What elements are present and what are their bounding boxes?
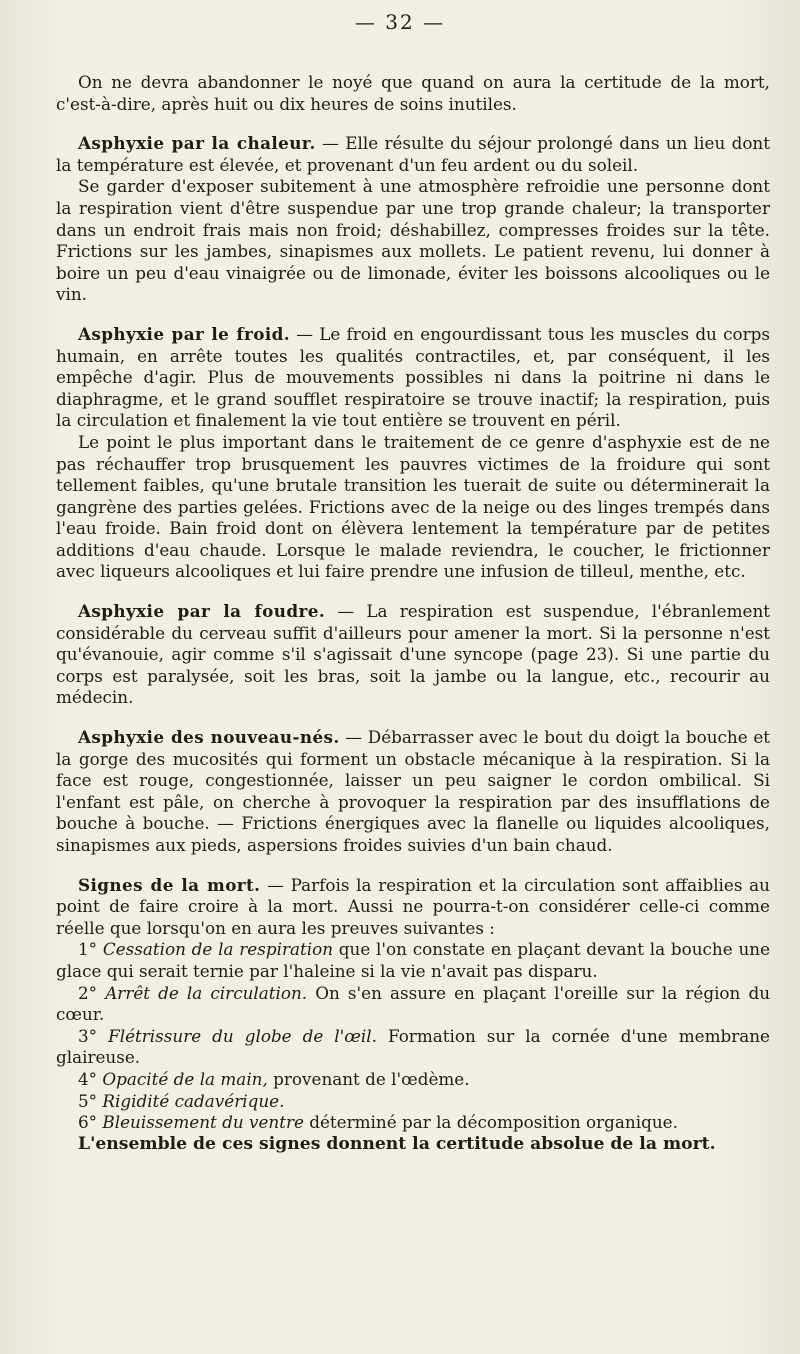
sign-item-6: [56, 1112, 770, 1134]
conclusion-paragraph: L'ensemble de ces signes donnent la certitude absolue de la mort.: [78, 1133, 716, 1154]
sign-number: 4°: [78, 1068, 103, 1089]
sign-item-5: [56, 1091, 770, 1113]
section-signes-mort: [56, 875, 770, 940]
section-nouveau-nes: [56, 727, 770, 857]
heading-asphyxie-foudre: Asphyxie par la foudre.: [78, 601, 326, 622]
sign-title: Opacité de la main,: [102, 1068, 268, 1089]
sign-number: 3°: [78, 1025, 109, 1046]
sign-text: que l'on constate en plaçant devant la bouche une glace qui serait ternie par l'haleine si la vie n'avait pas disparu.: [56, 939, 770, 981]
sign-item-2: [56, 983, 770, 1026]
sign-title: Rigidité cadavérique.: [102, 1090, 285, 1111]
sign-text: Formation sur la cornée d'une membrane glaireuse.: [56, 1025, 770, 1068]
sign-item-3: [56, 1026, 770, 1069]
page-number: — 32 —: [354, 10, 446, 34]
sign-title: Flétrissure du globe de l'œil.: [108, 1025, 377, 1046]
section-foudre: [56, 601, 770, 709]
sign-text: On s'en assure en plaçant l'oreille sur la région du cœur.: [56, 982, 771, 1025]
sign-item-1: [56, 939, 770, 982]
heading-asphyxie-nouveau-nes: Asphyxie des nouveau-nés.: [78, 727, 340, 748]
sign-title: Arrêt de la circulation.: [105, 982, 308, 1003]
sign-text: provenant de l'œdème.: [267, 1068, 470, 1089]
sign-number: 5°: [78, 1090, 103, 1111]
heading-asphyxie-chaleur: Asphyxie par la chaleur.: [78, 133, 316, 154]
chaleur-paragraph-2: Se garder d'exposer subitement à une atmosphère refroidie une personne dont la respiration vient d'être suspendue par une trop grande chaleur; la transporter dans un endroit frais mais non froid; déshabillez, compresses froides sur la tête. Frictions sur les jambes, sinapismes aux mollets. Le patient revenu, lui donner à boire un peu d'eau vinaigrée ou de limonade, éviter les boissons alcooliques ou le vin.: [56, 176, 770, 305]
foudre-text-1: — La respiration est suspendue, l'ébranlement considérable du cerveau suffit d'ailleurs pour amener la mort. Si la personne n'est qu'évanouie, agir comme s'il s'agissait d'une syncope (page 23). Si une partie du corps est paralysée, soit les bras, soit la jambe ou la langue, etc., recourir au médecin.: [56, 601, 770, 708]
chaleur-text-1: — Elle résulte du séjour prolongé dans un lieu dont la température est élevée, et provenant d'un feu ardent ou du soleil.: [56, 133, 770, 175]
sign-item-4: [56, 1069, 770, 1091]
froid-text-1: — Le froid en engourdissant tous les muscles du corps humain, en arrête toutes les qualités contractiles, et, par conséquent, il les empêche d'agir. Plus de mouvements possibles ni dans la poitrine ni dans le diaphragme, et le grand soufflet respiratoire se trouve inactif; la respiration, puis la circulation et finalement la vie tout entière se trouvent en péril.: [56, 323, 770, 431]
sign-title: Bleuissement du ventre: [102, 1112, 304, 1133]
intro-paragraph: On ne devra abandonner le noyé que quand on aura la certitude de la mort, c'est-à-dire, après huit ou dix heures de soins inutiles.: [56, 72, 770, 114]
section-froid: [56, 324, 770, 432]
sign-number: 1°: [78, 939, 103, 960]
sign-number: 6°: [78, 1112, 103, 1133]
section-chaleur: [56, 133, 770, 176]
page-content: [56, 72, 770, 1155]
signes-mort-text-1: — Parfois la respiration et la circulation sont affaiblies au point de faire croire à la mort. Aussi ne pourra-t-on considérer celle-ci comme réelle que lorsqu'on en aura les preuves suivantes :: [56, 874, 770, 938]
froid-paragraph-2: Le point le plus important dans le traitement de ce genre d'asphyxie est de ne pas réchauffer trop brusquement les pauvres victimes de la froidure qui sont tellement faibles, qu'une brutale transition les tuerait de suite ou déterminerait la gangrène des parties gelées. Frictions avec de la neige ou des linges trempés dans l'eau froide. Bain froid dont on élèvera lentement la température par de petites additions d'eau chaude. Lorsque le malade reviendra, le coucher, le frictionner avec liqueurs alcooliques et lui faire prendre une infusion de tilleul, menthe, etc.: [56, 431, 770, 582]
heading-signes-mort: Signes de la mort.: [78, 874, 261, 895]
heading-asphyxie-froid: Asphyxie par le froid.: [78, 323, 290, 344]
sign-text: déterminé par la décomposition organique.: [303, 1112, 678, 1133]
sign-number: 2°: [78, 982, 106, 1003]
sign-title: Cessation de la respiration: [102, 939, 333, 960]
nouveau-nes-text-1: — Débarrasser avec le bout du doigt la bouche et la gorge des mucosités qui forment un obstacle mécanique à la respiration. Si la face est rouge, congestionnée, laisser un peu saigner le cordon ombilical. Si l'enfant est pâle, on cherche à provoquer la respiration par des insufflations de bouche à bouche. — Frictions énergiques avec la flanelle ou liquides alcooliques, sinapismes aux pieds, aspersions froides suivies d'un bain chaud.: [56, 727, 770, 855]
